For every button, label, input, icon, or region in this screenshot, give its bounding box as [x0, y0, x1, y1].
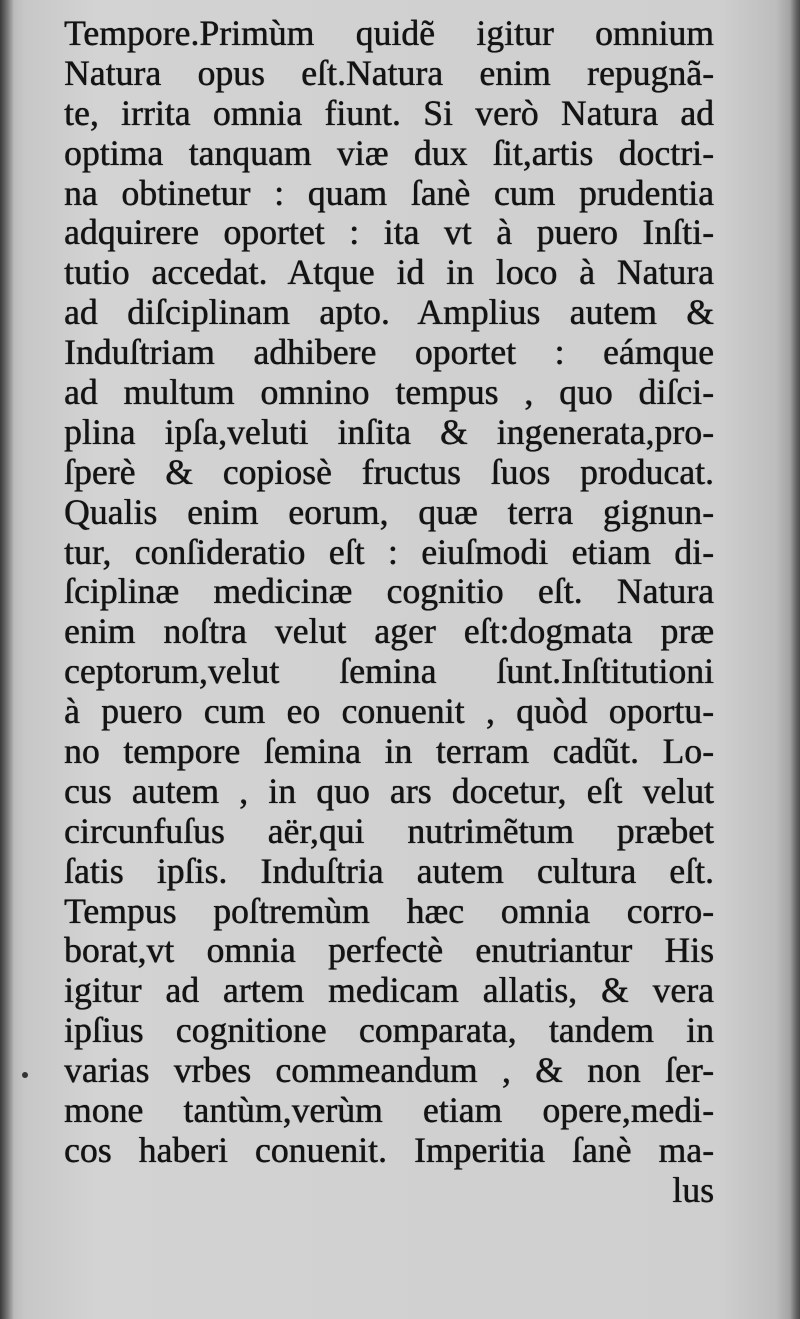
text-line: no tempore ſemina in terram cadũt. Lo-	[64, 731, 714, 772]
catchword: lus	[672, 1169, 714, 1210]
text-line: Tempus poſtremùm hæc omnia corro-	[64, 890, 714, 931]
text-line: Induſtriam adhibere oportet : eámque	[64, 332, 714, 373]
text-line: ſperè & copiosè fructus ſuos producat.	[64, 451, 714, 492]
text-line: te, irrita omnia fiunt. Si verò Natura ad	[64, 92, 714, 133]
text-line: ipſius cognitione comparata, tandem in	[64, 1010, 714, 1051]
text-line: Natura opus eſt.Natura enim repugnã-	[64, 52, 714, 93]
text-line: ad multum omnino tempus , quo diſci-	[64, 372, 714, 413]
text-line: borat,vt omnia perfectè enutriantur His	[64, 930, 714, 971]
ink-speck	[22, 1072, 28, 1078]
text-line: tur, conſideratio eſt : eiuſmodi etiam di-	[64, 531, 714, 572]
text-line: adquirere oportet : ita vt à puero Inſti-	[64, 212, 714, 253]
text-line: ſatis ipſis. Induſtria autem cultura eſt.	[64, 850, 714, 891]
page-edge-shadow-right	[790, 0, 800, 1319]
text-line: à puero cum eo conuenit , quòd oportu-	[64, 691, 714, 732]
text-line: mone tantùm,verùm etiam opere,medi-	[64, 1090, 714, 1131]
text-line: optima tanquam viæ dux ſit,artis doctri-	[64, 132, 714, 173]
text-line: circunfuſus aër,qui nutrimẽtum præbet	[64, 810, 714, 851]
text-line: ſciplinæ medicinæ cognitio eſt. Natura	[64, 571, 714, 612]
text-line: varias vrbes commeandum , & non ſer-	[64, 1050, 714, 1091]
text-line: ceptorum,velut ſemina ſunt.Inſtitutioni	[64, 651, 714, 692]
text-line: na obtinetur : quam ſanè cum prudentia	[64, 172, 714, 213]
text-line: enim noſtra velut ager eſt:dogmata præ	[64, 611, 714, 652]
text-line: tutio accedat. Atque id in loco à Natura	[64, 252, 714, 293]
text-line: ad diſciplinam apto. Amplius autem &	[64, 292, 714, 333]
page-edge-shadow-left	[0, 0, 14, 1319]
text-line: Qualis enim eorum, quæ terra gignun-	[64, 491, 714, 532]
text-line: igitur ad artem medicam allatis, & vera	[64, 970, 714, 1011]
text-line: Tempore.Primùm quidẽ igitur omnium	[64, 13, 714, 53]
latin-text-block	[64, 14, 714, 1211]
text-line: cos haberi conuenit. Imperitia ſanè ma-	[64, 1129, 714, 1170]
text-line: plina ipſa,veluti inſita & ingenerata,pro-	[64, 411, 714, 452]
text-line: cus autem , in quo ars docetur, eſt velut	[64, 770, 714, 811]
